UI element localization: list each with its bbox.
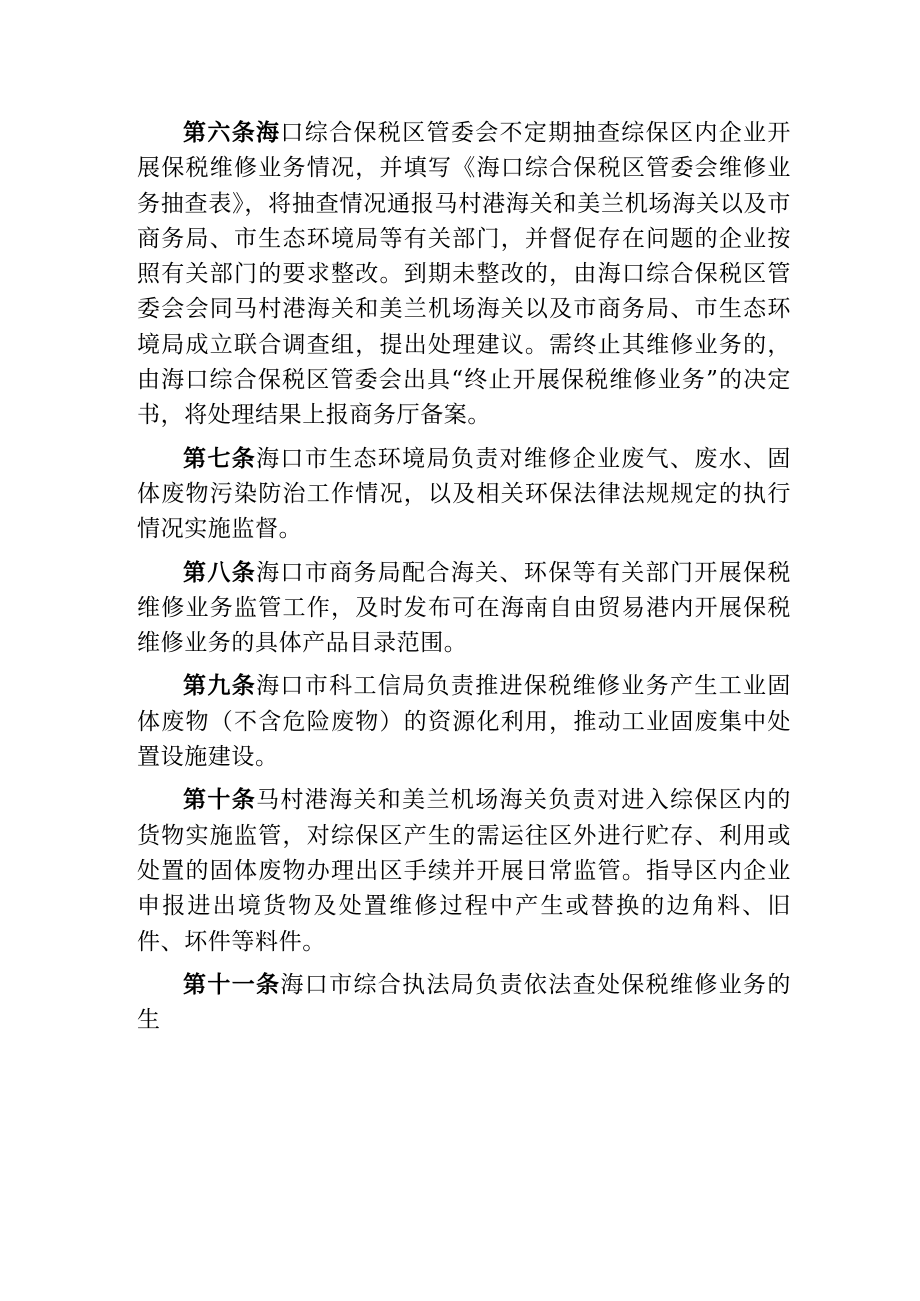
article-10 [137,783,791,959]
article-heading: 第十一条 [183,971,281,998]
article-heading: 第八条 [183,559,257,586]
article-6 [137,116,791,434]
article-7 [137,442,791,548]
article-heading: 第七条 [183,445,257,472]
article-heading: 第六条海 [183,120,281,146]
article-body: 海口市科工信局负责推进保税维修业务产生工业固体废物（不含危险废物）的资源化利用，推动工业固废集中处置设施建设。 [137,673,791,771]
article-heading: 第九条 [183,673,257,700]
article-11 [137,968,791,1039]
article-body: 海口市商务局配合海关、环保等有关部门开展保税维修业务监管工作，及时发布可在海南自由贸易港内开展保税维修业务的具体产品目录范围。 [137,559,791,657]
article-body: 海口市生态环境局负责对维修企业废气、废水、固体废物污染防治工作情况，以及相关环保法律法规规定的执行情况实施监督。 [137,445,791,543]
article-heading: 第十条 [183,787,257,814]
article-body: 马村港海关和美兰机场海关负责对进入综保区内的货物实施监管，对综保区产生的需运往区外进行贮存、利用或处置的固体废物办理出区手续并开展日常监管。指导区内企业申报进出境货物及处置维修过程中产生或替换的边角料、旧件、坏件等料件。 [137,787,791,955]
article-body: 口综合保税区管委会不定期抽查综保区内企业开展保税维修业务情况，并填写《海口综合保税区管委会维修业务抽查表》，将抽查情况通报马村港海关和美兰机场海关以及市商务局、市生态环境局等有关部门，并督促存在问题的企业按照有关部门的要求整改。到期未整改的，由海口综合保税区管委会会同马村港海关和美兰机场海关以及市商务局、市生态环境局成立联合调查组，提出处理建议。需终止其维修业务的，由海口综合保税区管委会出具“终止开展保税维修业务”的决定书，将处理结果上报商务厅备案。 [137,120,791,429]
article-9 [137,669,791,775]
article-8 [137,556,791,662]
document-page [137,116,791,1038]
article-body: 海口市综合执法局负责依法查处保税维修业务的生 [137,971,791,1034]
